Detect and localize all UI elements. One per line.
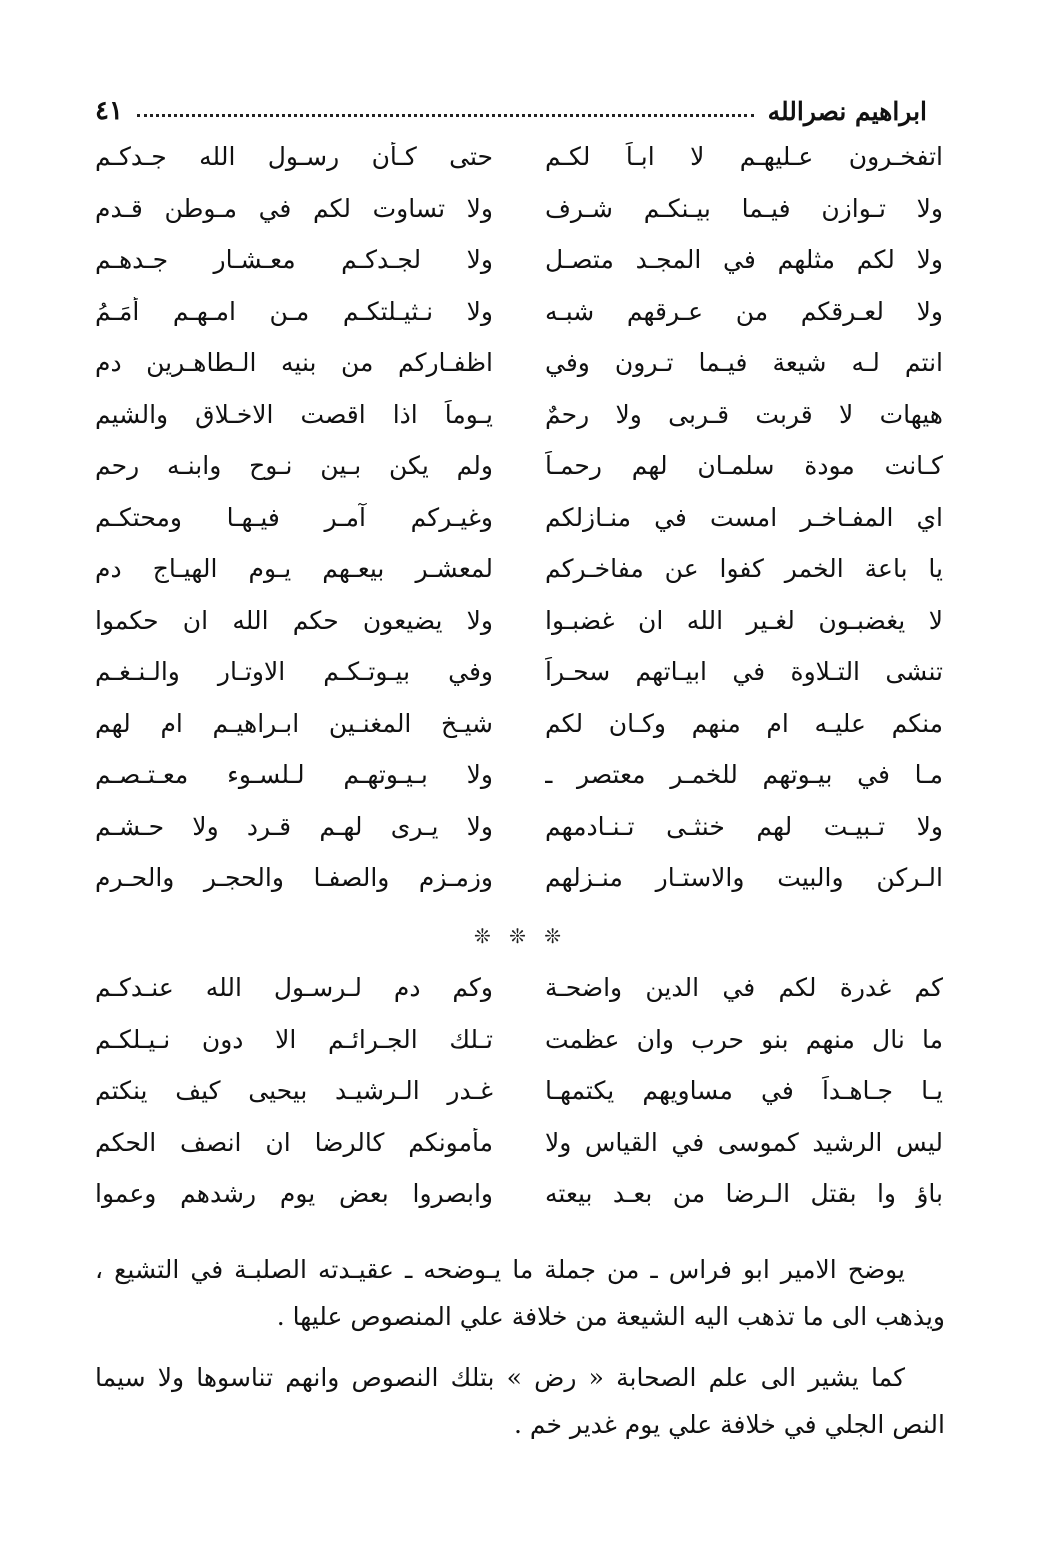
verse-second-hemistich: مأمونكم كالرضا ان انصف الحكم xyxy=(95,1127,493,1157)
commentary-paragraph-2: كما يشير الى علم الصحابة « رض » بتلك النصوص وانهم تناسوها ولا سيما النص الجلي في خلافة علي يوم غدير خم . xyxy=(95,1363,945,1439)
verse-first-hemistich: لا يغضبـون لغـير الله ان غضبـوا xyxy=(545,605,943,635)
verse-first-hemistich: ولا تـوازن فيـما بيـنكـم شـرف xyxy=(545,193,943,223)
verse-second-hemistich: ولا يـرى لهـم قـرد ولا حـشـم xyxy=(95,811,493,841)
verse-first-hemistich: كم غدرة لكم في الدين واضحـة xyxy=(545,973,943,1003)
verse-line xyxy=(95,852,943,904)
verse-first-hemistich: تنشى التـلاوة في ابيـاتهم سحـراً xyxy=(545,657,943,687)
verse-first-hemistich: كـانت مودة سلمـان لهم رحمـاً xyxy=(545,451,943,481)
verse-second-hemistich: لمعشـر بيعـهم يـوم الهيـاج دم xyxy=(95,554,493,584)
poem-block-2 xyxy=(95,962,943,1220)
verse-first-hemistich: ولا لكم مثلهم في المجـد متصـل xyxy=(545,245,943,275)
verse-first-hemistich: اي المفـاخـر امست في منـازلكم xyxy=(545,502,943,532)
verse-line xyxy=(95,337,943,389)
verse-line xyxy=(95,698,943,750)
verse-line xyxy=(95,389,943,441)
verse-line xyxy=(95,1014,943,1066)
verse-second-hemistich: اظفـاركم من بنيه الـطاهـرين دم xyxy=(95,348,493,378)
verse-first-hemistich: مـا في بيـوتهم للخمـر معتصر ـ xyxy=(545,760,943,790)
verse-first-hemistich: ولا لعـرقكم من عـرقهم شبـه xyxy=(545,296,943,326)
verse-first-hemistich: يـا جـاهـداً في مساويهم يكتمهـا xyxy=(545,1076,943,1106)
verse-line xyxy=(95,1065,943,1117)
verse-line xyxy=(95,1168,943,1220)
verse-second-hemistich: وكم دم لـرسـول الله عنـدكـم xyxy=(95,973,493,1003)
section-separator: ❊ ❊ ❊ xyxy=(474,924,567,948)
page-number: ٤١ xyxy=(95,96,123,126)
verse-second-hemistich: حتى كـأن رسـول الله جـدكـم xyxy=(95,142,493,172)
verse-line xyxy=(95,131,943,183)
verse-line xyxy=(95,183,943,235)
verse-second-hemistich: ولا تساوت لكم في مـوطن قـدم xyxy=(95,193,493,223)
verse-second-hemistich: ولا لجـدكـم معـشـار جـدهـم xyxy=(95,245,493,275)
commentary-paragraph-1: يوضح الامير ابو فراس ـ من جملة ما يـوضحه ـ عقيـدته الصلبـة في التشيع ، ويذهب الى ما تذهب اليه الشيعة من خلافة علي المنصوص عليها . xyxy=(95,1255,945,1331)
verse-second-hemistich: وزمـزم والصفـا والحجـر والحـرم xyxy=(95,863,493,893)
verse-second-hemistich: ولم يكن بـين نـوح وابنـه رحم xyxy=(95,451,493,481)
verse-first-hemistich: هيهات لا قربت قـربى ولا رحمٌ xyxy=(545,399,943,429)
verse-second-hemistich: ولا بـيـوتهـم لـلسـوء معـتـصـم xyxy=(95,760,493,790)
header-dot-leader xyxy=(137,113,754,117)
verse-second-hemistich: غـدر الـرشيـد بيحيى كيف ينكتم xyxy=(95,1076,493,1106)
verse-first-hemistich: باؤ وا بقتل الـرضا من بعـد بيعته xyxy=(545,1179,943,1209)
verse-line xyxy=(95,962,943,1014)
verse-line xyxy=(95,801,943,853)
verse-first-hemistich: ليس الرشيد كموسى في القياس ولا xyxy=(545,1127,943,1157)
running-header-author: ابراهيم نصرالله xyxy=(767,97,927,126)
verse-second-hemistich: يـوماً اذا اقصت الاخـلاق والشيم xyxy=(95,399,493,429)
verse-second-hemistich: تـلك الجـرائـم الا دون نـيـلكـم xyxy=(95,1024,493,1054)
verse-line xyxy=(95,595,943,647)
verse-line xyxy=(95,492,943,544)
verse-first-hemistich: منكم عليـه ام منهم وكـان لكم xyxy=(545,708,943,738)
verse-line xyxy=(95,234,943,286)
verse-line xyxy=(95,543,943,595)
verse-second-hemistich: وابصروا بعض يوم رشدهم وعموا xyxy=(95,1179,493,1209)
verse-second-hemistich: ولا يضيعون حكم الله ان حكموا xyxy=(95,605,493,635)
verse-first-hemistich: يا باعة الخمر كفوا عن مفاخـركم xyxy=(545,554,943,584)
verse-first-hemistich: اتفخـرون عـليهـم لا ابـاً لكـم xyxy=(545,142,943,172)
verse-second-hemistich: وغيـركم آمـر فيـهـا ومحتكـم xyxy=(95,502,493,532)
verse-first-hemistich: ما نال منهم بنو حرب وان عظمت xyxy=(545,1024,943,1054)
running-header xyxy=(95,82,927,126)
verse-line xyxy=(95,646,943,698)
commentary-text xyxy=(95,1246,945,1448)
verse-first-hemistich: الـركن والبيت والاستـار منـزلهم xyxy=(545,863,943,893)
verse-line xyxy=(95,286,943,338)
verse-line xyxy=(95,1117,943,1169)
verse-second-hemistich: ولا نـثيـلتكـم مـن امـهـم أمَـمُ xyxy=(95,296,493,326)
verse-first-hemistich: انتم لـه شيعة فيـما تـرون وفي xyxy=(545,348,943,378)
verse-second-hemistich: شيـخ المغنـين ابـراهيـم ام لهم xyxy=(95,708,493,738)
verse-line xyxy=(95,749,943,801)
verse-first-hemistich: ولا تـبيـت لهم خنثـى تـنـادمهم xyxy=(545,811,943,841)
poem-block-1 xyxy=(95,131,943,904)
verse-line xyxy=(95,440,943,492)
verse-second-hemistich: وفي بيـوتـكـم الاوتـار والـنـغـم xyxy=(95,657,493,687)
